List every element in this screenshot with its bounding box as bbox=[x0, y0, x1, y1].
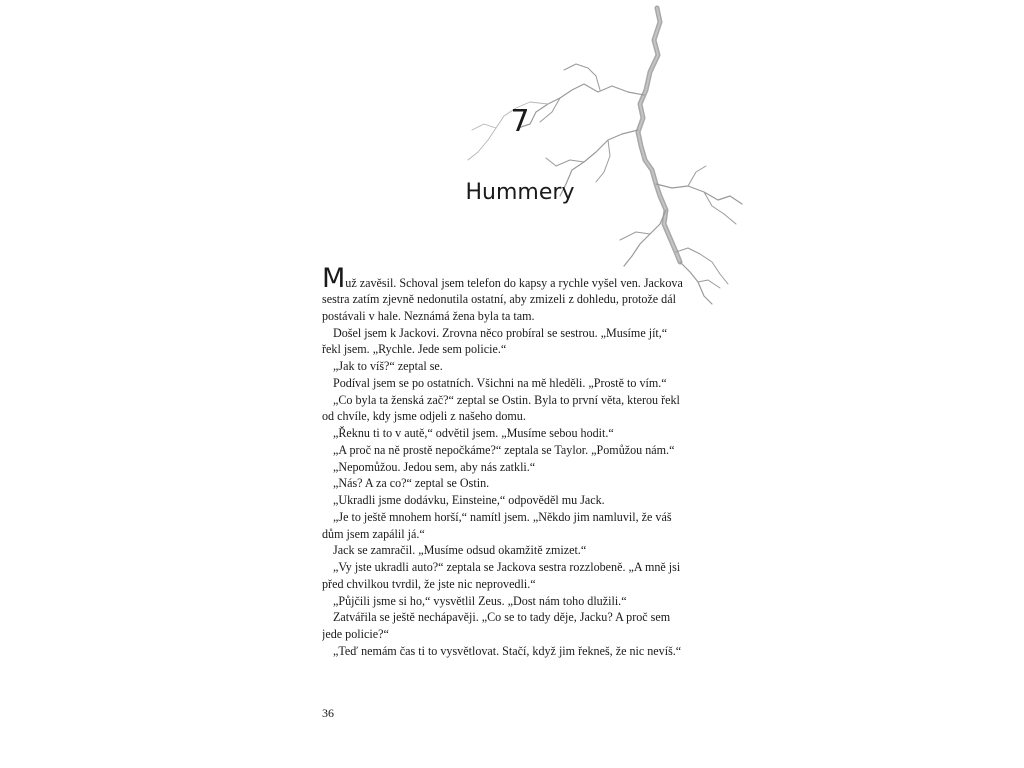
paragraph-line: „Nás? A za co?“ zeptal se Ostin. bbox=[333, 476, 490, 491]
paragraph-line: „Řeknu ti to v autě,“ odvětil jsem. „Musíme sebou hodit.“ bbox=[333, 426, 614, 440]
paragraph-line: sestra zatím zjevně nedonutila ostatní, aby zmizeli z dohledu, protože dál bbox=[322, 292, 676, 306]
drop-cap: M bbox=[322, 266, 346, 291]
paragraph-line: „Teď nemám čas ti to vysvětlovat. Stačí, když jim řekneš, že nic nevíš.“ bbox=[333, 643, 682, 658]
paragraph-line: „Půjčili jsme si ho,“ vysvětlil Zeus. „Dost nám toho dlužili.“ bbox=[333, 593, 627, 608]
paragraph-line: „A proč na ně prostě nepočkáme?“ zeptala se Taylor. „Pomůžou nám.“ bbox=[333, 442, 675, 457]
lightning-main-bolt bbox=[638, 8, 680, 262]
paragraph-line: jede policie?“ bbox=[322, 627, 389, 641]
paragraph-line: „Vy jste ukradli auto?“ zeptala se Jackova sestra rozzlobeně. „A mně jsi bbox=[333, 560, 681, 574]
paragraph-line: Podíval jsem se po ostatních. Všichni na mě hleděli. „Prostě to vím.“ bbox=[333, 375, 667, 390]
paragraph-line: dům jsem zapálil já.“ bbox=[322, 526, 425, 541]
paragraph-line: „Ukradli jsme dodávku, Einsteine,“ odpověděl mu Jack. bbox=[333, 493, 605, 507]
paragraph-line: Došel jsem k Jackovi. Zrovna něco probíral se sestrou. „Musíme jít,“ bbox=[333, 325, 668, 340]
chapter-body-text bbox=[322, 266, 702, 660]
paragraph-line: Muž zavěsil. Schoval jsem telefon do kapsy a rychle vyšel ven. Jackova bbox=[322, 266, 702, 291]
paragraph-line: „Jak to víš?“ zeptal se. bbox=[333, 359, 443, 373]
paragraph-line: Zatvářila se ještě nechápavěji. „Co se to tady děje, Jacku? A proč sem bbox=[333, 610, 671, 625]
chapter-title: Hummery bbox=[465, 180, 575, 205]
paragraph-line: před chvilkou tvrdil, že jste nic neprovedli.“ bbox=[322, 576, 536, 591]
paragraph-line: Jack se zamračil. „Musíme odsud okamžitě zmizet.“ bbox=[333, 543, 587, 558]
page-number: 36 bbox=[322, 706, 334, 720]
paragraph-line: „Je to ještě mnohem horší,“ namítl jsem. „Někdo jim namluvil, že váš bbox=[333, 509, 672, 524]
chapter-number: 7 bbox=[510, 104, 530, 139]
paragraph-line: „Nepomůžou. Jedou sem, aby nás zatkli.“ bbox=[333, 459, 536, 474]
paragraph-line: řekl jsem. „Rychle. Jede sem policie.“ bbox=[322, 342, 507, 357]
paragraph-line: od chvíle, kdy jsme odjeli z našeho domu. bbox=[322, 409, 526, 424]
paragraph-line: „Co byla ta ženská zač?“ zeptal se Ostin. Byla to první věta, kterou řekl bbox=[333, 392, 680, 407]
paragraph-line: postávali v hale. Neznámá žena byla ta tam. bbox=[322, 308, 535, 323]
